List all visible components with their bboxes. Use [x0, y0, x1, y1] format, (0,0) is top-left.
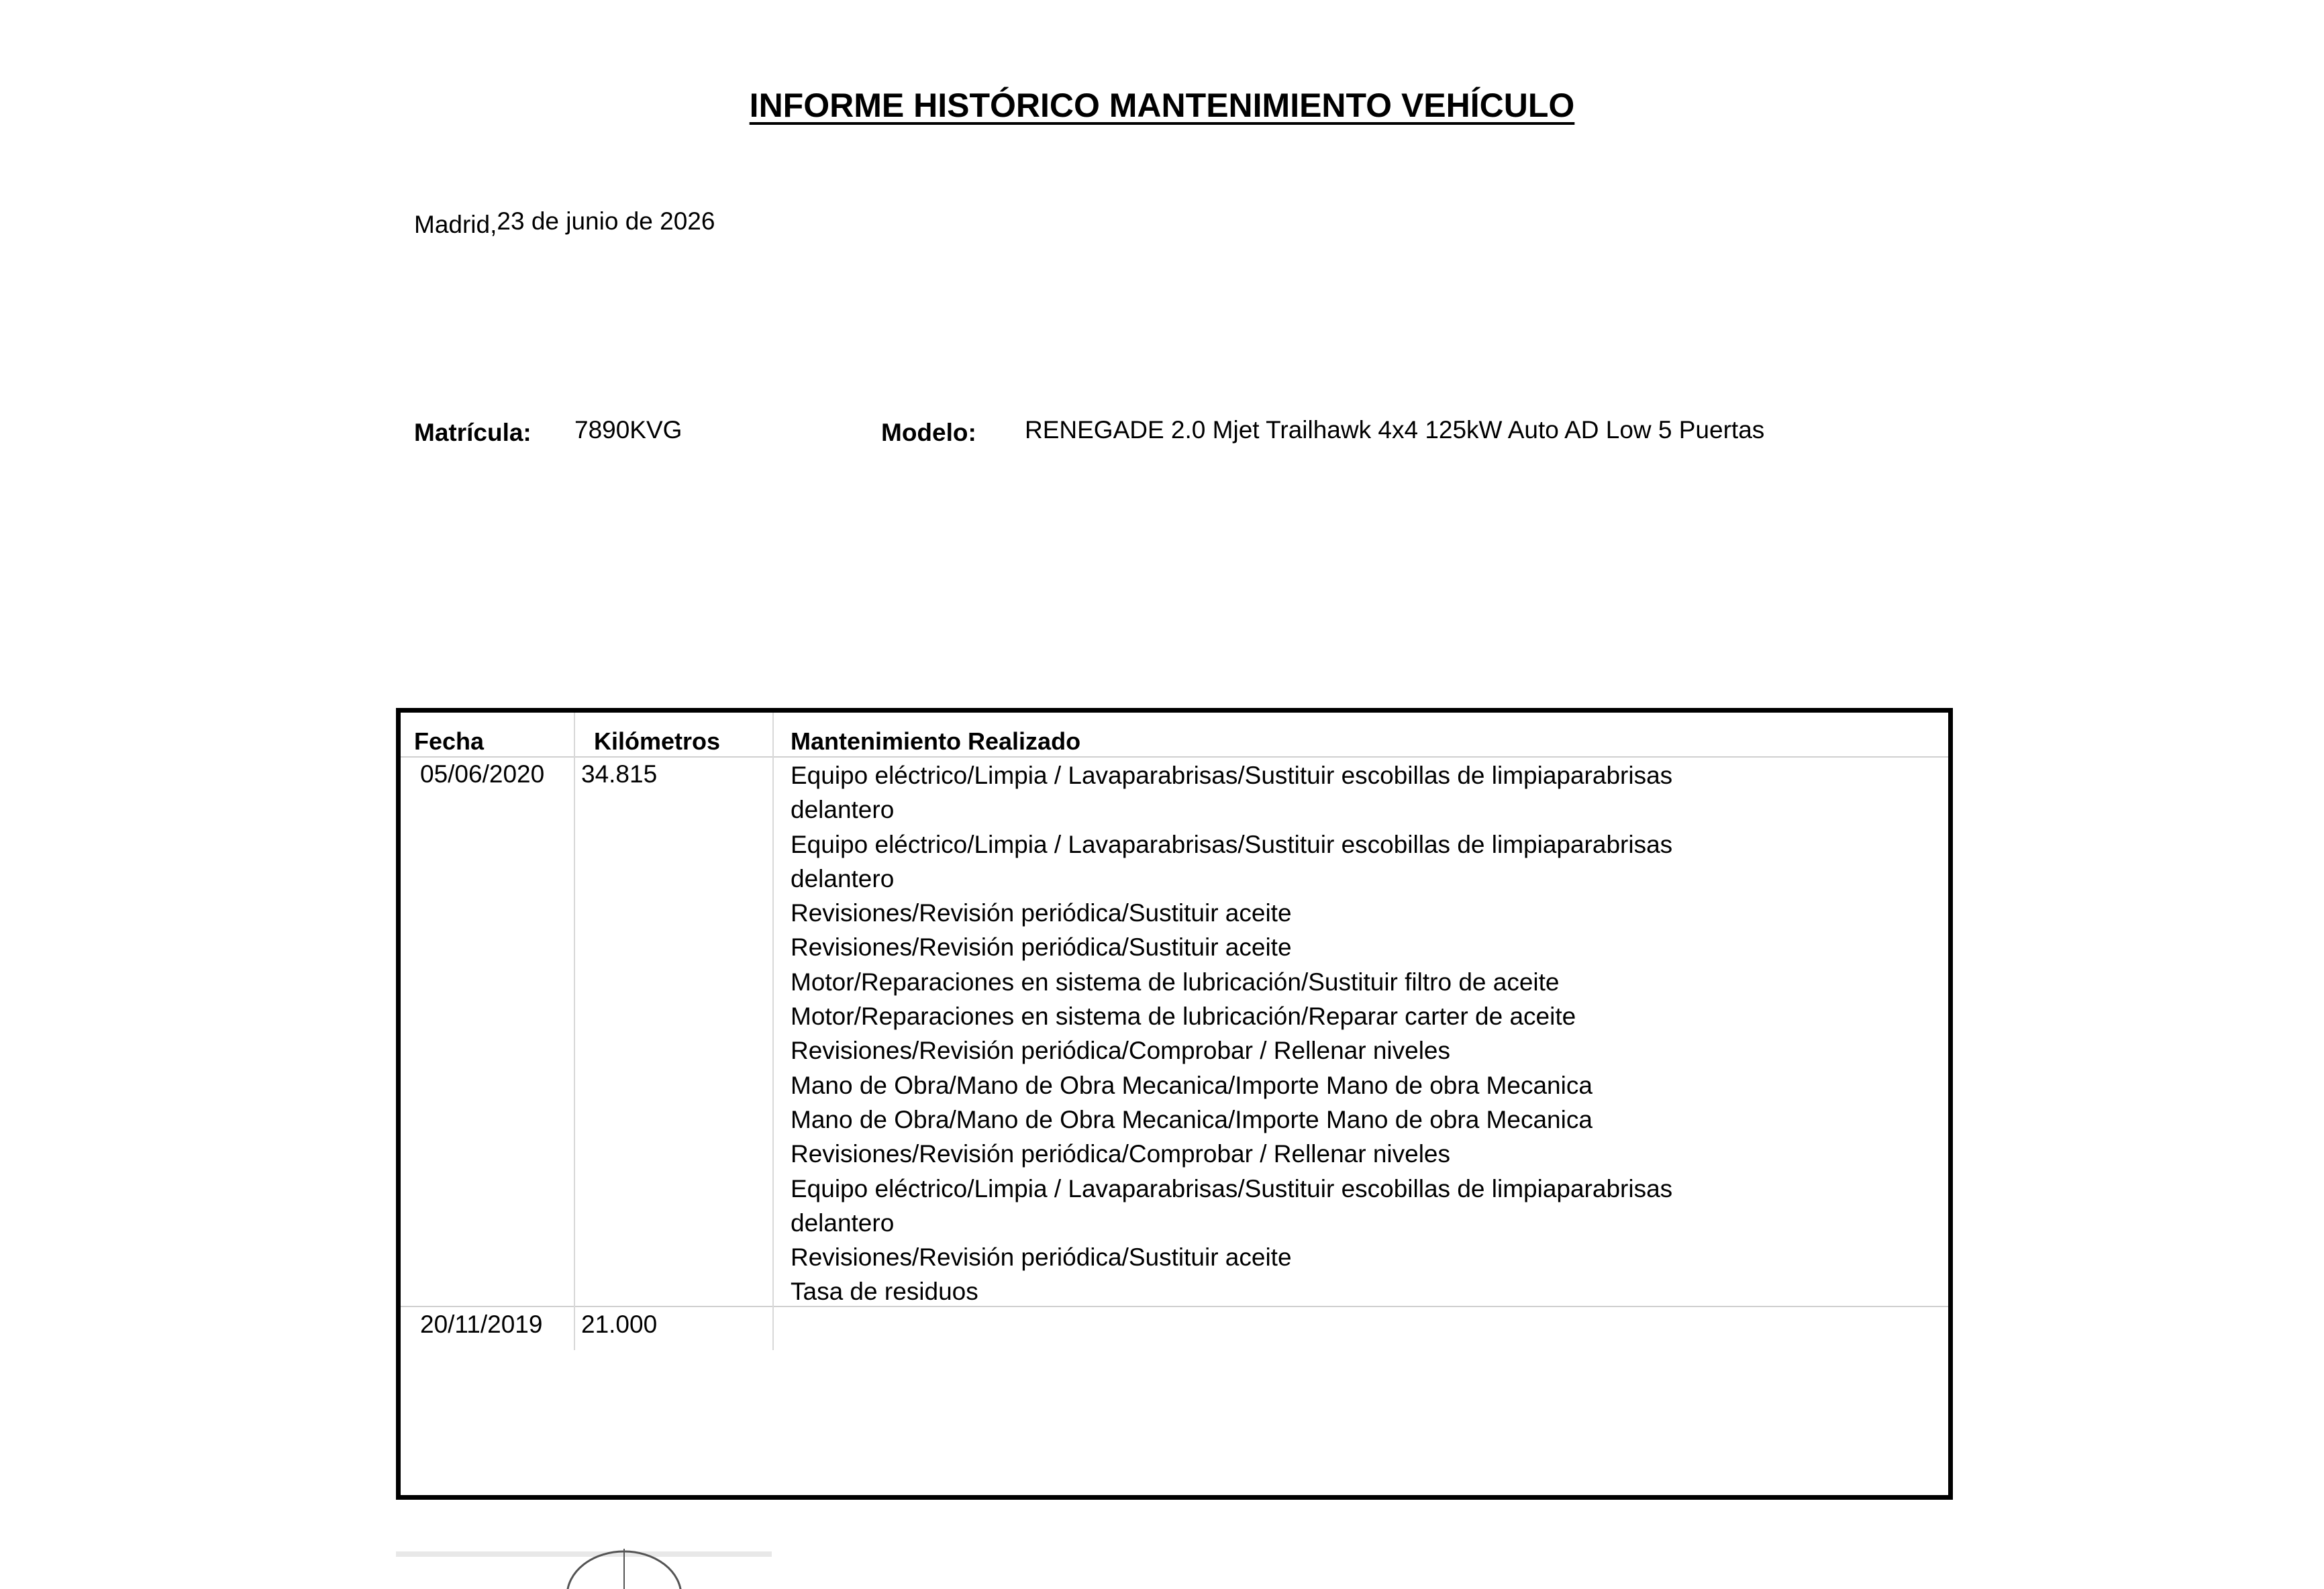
maintenance-item: Tasa de residuos	[791, 1278, 978, 1306]
maintenance-item: Revisiones/Revisión periódica/Sustituir aceite	[791, 933, 1292, 962]
report-date: 23 de junio de 2026	[497, 207, 715, 235]
header-date: Fecha	[414, 727, 485, 755]
row-1-maintenance-list	[791, 758, 1931, 1309]
row-2-date: 20/11/2019	[420, 1311, 543, 1338]
maintenance-item: Revisiones/Revisión periódica/Comprobar / Rellenar niveles	[791, 1037, 1451, 1065]
maintenance-item: Mano de Obra/Mano de Obra Mecanica/Importe Mano de obra Mecanica	[791, 1105, 1593, 1133]
column-divider-km	[772, 713, 774, 1350]
plate-value: 7890KVG	[574, 416, 683, 444]
model-value: RENEGADE 2.0 Mjet Trailhawk 4x4 125kW Auto AD Low 5 Puertas	[1025, 416, 1765, 444]
plate-label: Matrícula:	[414, 419, 532, 446]
maintenance-item: Motor/Reparaciones en sistema de lubricación/Sustituir filtro de aceite	[791, 968, 1560, 996]
maintenance-item: Revisiones/Revisión periódica/Comprobar / Rellenar niveles	[791, 1140, 1451, 1168]
maintenance-item: Mano de Obra/Mano de Obra Mecanica/Importe Mano de obra Mecanica	[791, 1071, 1593, 1099]
header-km: Kilómetros	[594, 727, 721, 755]
report-title: INFORME HISTÓRICO MANTENIMIENTO VEHÍCULO	[749, 87, 1575, 124]
maintenance-item: Revisiones/Revisión periódica/Sustituir aceite	[791, 1243, 1292, 1272]
maintenance-item: Equipo eléctrico/Limpia / Lavaparabrisas/Sustituir escobillas de limpiaparabrisas delantero	[791, 1174, 1673, 1237]
header-maintenance: Mantenimiento Realizado	[791, 727, 1081, 755]
maintenance-item: Equipo eléctrico/Limpia / Lavaparabrisas/Sustituir escobillas de limpiaparabrisas delantero	[791, 830, 1673, 892]
row-1-km: 34.815	[581, 760, 658, 788]
maintenance-item: Motor/Reparaciones en sistema de lubricación/Reparar carter de aceite	[791, 1003, 1576, 1031]
maintenance-item: Revisiones/Revisión periódica/Sustituir aceite	[791, 899, 1292, 927]
model-label: Modelo:	[881, 419, 976, 446]
place-date	[414, 207, 715, 236]
row-2-km: 21.000	[581, 1311, 658, 1338]
header-divider	[401, 756, 1948, 758]
maintenance-item: Equipo eléctrico/Limpia / Lavaparabrisas/Sustituir escobillas de limpiaparabrisas delantero	[791, 762, 1673, 824]
column-divider-date	[574, 713, 575, 1350]
place: Madrid,	[414, 211, 497, 238]
row-1-date: 05/06/2020	[420, 760, 545, 788]
stamp-seal	[557, 1549, 691, 1589]
